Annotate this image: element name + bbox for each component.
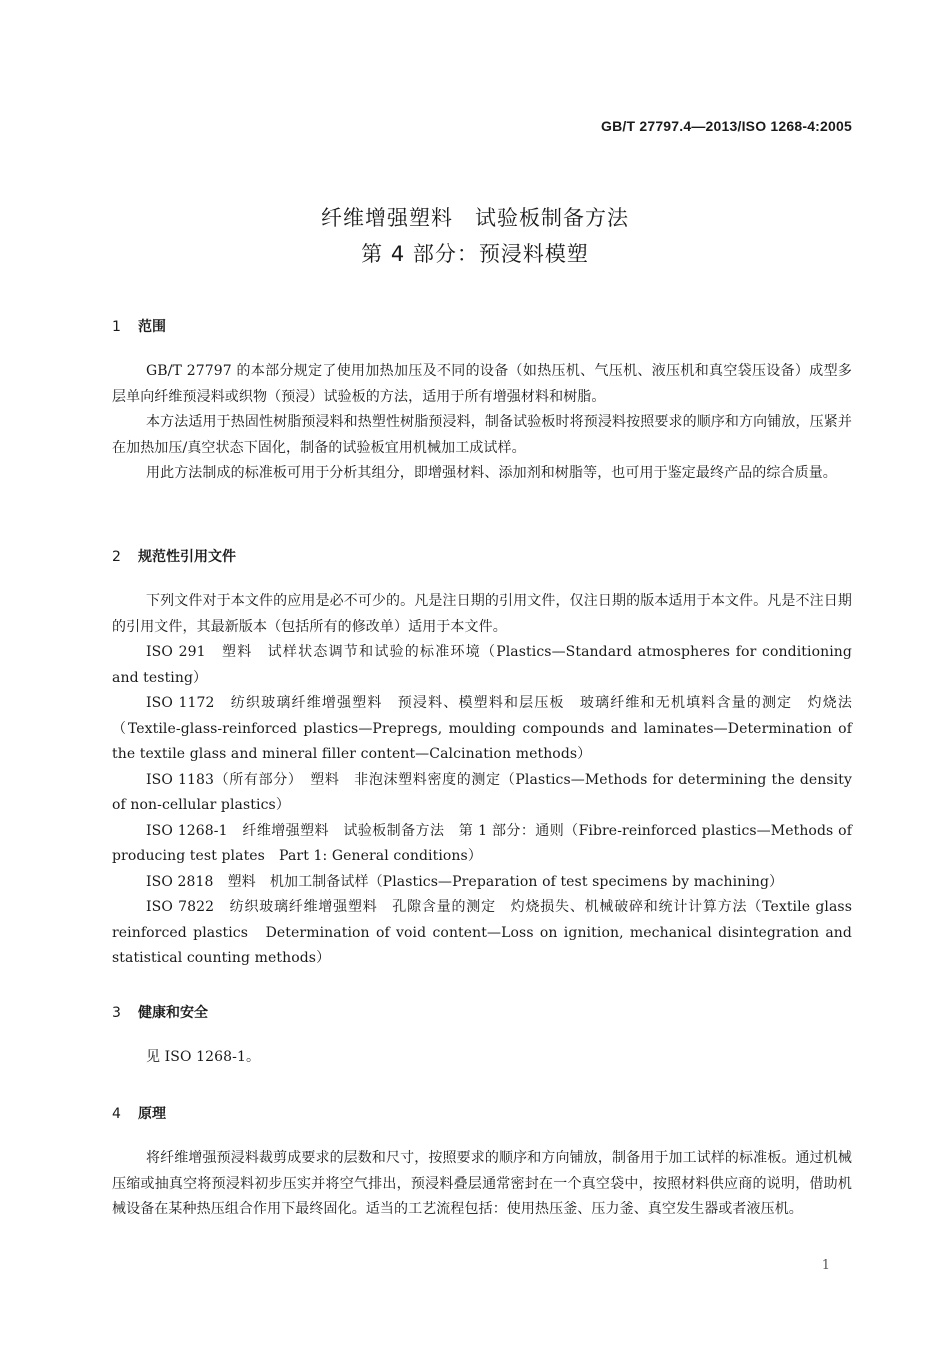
paragraph: 见 ISO 1268-1。 [146, 1049, 261, 1065]
section-heading [112, 1104, 852, 1124]
paragraph: GB/T 27797 的本部分规定了使用加热加压及不同的设备（如热压机、气压机、液压机和真空袋压设备）成型多层单向纤维预浸料或织物（预浸）试验板的方法，适用于所有增强材料和树脂。 [112, 363, 852, 405]
document-title-line2: 第 4 部分：预浸料模塑 [361, 242, 589, 266]
section-number: 3 [112, 1005, 121, 1021]
reference-item: ISO 1268-1 纤维增强塑料 试验板制备方法 第 1 部分：通则（Fibre-reinforced plastics—Methods of producing test plates Part 1: General conditions） [112, 822, 852, 864]
paragraph: 本方法适用于热固性树脂预浸料和热塑性树脂预浸料，制备试验板时将预浸料按照要求的顺序和方向铺放，压紧并在加热加压/真空状态下固化，制备的试验板宜用机械加工成试样。 [112, 414, 852, 456]
reference-item: ISO 1183（所有部分） 塑料 非泡沫塑料密度的测定（Plastics—Methods for determining the density of non-cellular plastics） [112, 771, 852, 813]
paragraph: 用此方法制成的标准板可用于分析其组分，即增强材料、添加剂和树脂等，也可用于鉴定最终产品的综合质量。 [146, 465, 837, 481]
standard-code: GB/T 27797.4—2013/ISO 1268-4:2005 [601, 118, 852, 134]
section-heading [112, 547, 852, 567]
section-principle [112, 1104, 852, 1223]
section-number: 2 [112, 549, 121, 565]
reference-item: ISO 2818 塑料 机加工制备试样（Plastics—Preparation of test specimens by machining） [146, 873, 784, 890]
section-heading [112, 317, 852, 337]
document-title-line1: 纤维增强塑料 试验板制备方法 [321, 206, 629, 230]
reference-item: ISO 291 塑料 试样状态调节和试验的标准环境（Plastics—Standard atmospheres for conditioning and testing） [112, 644, 852, 686]
section-scope [112, 317, 852, 487]
section-normative-references [112, 547, 852, 972]
paragraph: 将纤维增强预浸料裁剪成要求的层数和尺寸，按照要求的顺序和方向铺放，制备用于加工试样的标准板。通过机械压缩或抽真空将预浸料初步压实并将空气排出，预浸料叠层通常密封在一个真空袋中，按照材料供应商的说明，借助机械设备在某种热压组合作用下最终固化。适当的工艺流程包括：使用热压釜、压力釜、真空发生器或者液压机。 [112, 1150, 852, 1217]
section-title: 范围 [138, 319, 166, 335]
section-number: 4 [112, 1106, 121, 1122]
reference-item: ISO 1172 纺织玻璃纤维增强塑料 预浸料、模塑料和层压板 玻璃纤维和无机填料含量的测定 灼烧法（Textile-glass-reinforced plastics—Prepregs, moulding compounds and laminates—Determination of the textile glass and mineral filler content—Calcination methods） [112, 695, 852, 762]
page-number: 1 [821, 1258, 830, 1273]
section-title: 规范性引用文件 [138, 549, 236, 565]
section-number: 1 [112, 319, 121, 335]
section-heading [112, 1003, 852, 1023]
reference-item: ISO 7822 纺织玻璃纤维增强塑料 孔隙含量的测定 灼烧损失、机械破碎和统计计算方法（Textile glass reinforced plastics Determination of void content—Loss on ignition, mechanical disintegration and statistical counting methods） [112, 899, 852, 966]
paragraph: 下列文件对于本文件的应用是必不可少的。凡是注日期的引用文件，仅注日期的版本适用于本文件。凡是不注日期的引用文件，其最新版本（包括所有的修改单）适用于本文件。 [112, 593, 852, 635]
section-title: 健康和安全 [138, 1005, 208, 1021]
section-health-safety [112, 1003, 852, 1071]
section-title: 原理 [138, 1106, 166, 1122]
